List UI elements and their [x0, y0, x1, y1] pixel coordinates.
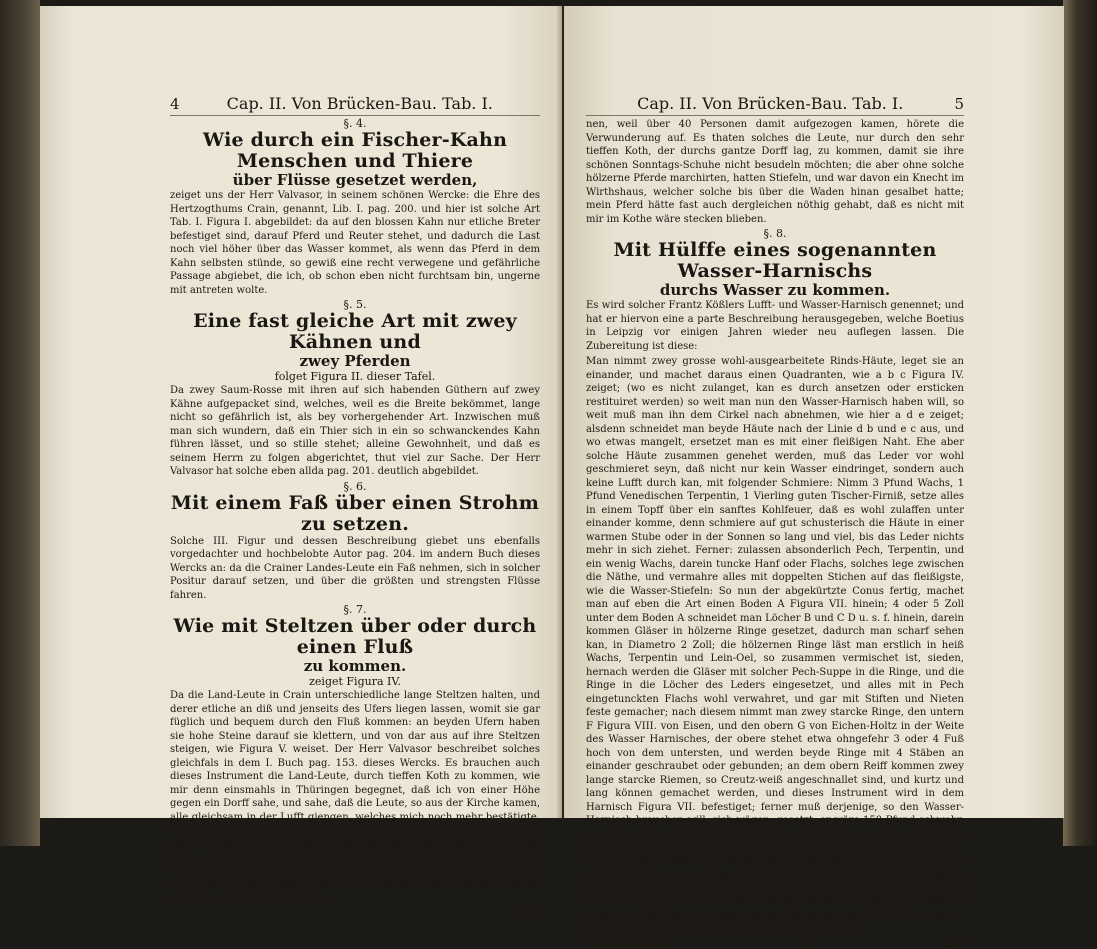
left-page-number: 4: [170, 95, 180, 113]
right-page-number: 5: [954, 95, 964, 113]
right-head-title: Cap. II. Von Brücken-Bau. Tab. I.: [637, 94, 904, 113]
section-title: Mit einem Faß über einen Strohm zu setzen.: [170, 491, 540, 535]
book-binding-right: [1063, 0, 1097, 846]
left-running-head: [170, 94, 540, 116]
left-catchword: son-: [519, 907, 540, 918]
section-title: Mit Hülffe eines sogenannten Wasser-Harnischs: [613, 239, 937, 282]
right-footer: [586, 938, 964, 949]
section-number: §. 8.: [763, 227, 787, 240]
section-number: §. 4.: [343, 117, 367, 130]
section-text: Es wird solcher Frantz Kößlers Lufft- und Wasser-Harnisch genennet; und hat er hiervon eine a parte Beschreibung herausgegeben, welche Boetius in Leipzig vor einigen Jahren wieder neu auflegen lassen. Die Zubereitung ist diese:: [586, 300, 964, 352]
section-text: Da zwey Saum-Rosse mit ihren auf sich habenden Güthern auf zwey Kähne aufgepacket sind, welches, weil es die Breite bekömmet, lange nicht so gefährlich ist, als bey vorhergehender Art. Inzwischen muß man sich wundern, daß ein Thier sich in ein so schwanckendes Kahn führen lässet, und so stille stehet; alleine Gewohnheit, und daß es seinem Herrn zu folgen abgerichtet, thut viel zur Sache. Der Herr Valvasor hat solche eben allda pag. 201. deutlich abgebildet.: [170, 385, 540, 477]
section-title-cont: zu kommen.: [303, 657, 407, 675]
right-running-head: [586, 94, 964, 116]
intro-text: nen, weil über 40 Personen damit aufgezogen kamen, hörete die Verwunderung auf. Es thaten solches die Leute, nur durch den sehr tieffen Koth, der durchs gantze Dorff lag, zu kommen, damit sie ihre schönen Sonntags-Schuhe nicht besudeln möchten; die aber ohne solche hölzerne Pferde marchirten, hatten Stiefeln, und war davon ein Knecht im Wirthshaus, welcher solche bis über die Waden hinan gesalbet hatte; mein Pferd hätte fast auch dergleichen nöthig gehabt, daß es nicht mit mir im Kothe wäre stecken blieben.: [586, 119, 964, 225]
signature-mark: B: [802, 937, 810, 949]
section-title: Wie mit Steltzen über oder durch einen Fluß: [173, 615, 537, 658]
left-footer: [170, 907, 540, 918]
section-number: §. 6.: [343, 479, 367, 493]
right-catchword: gen: [945, 937, 964, 949]
section-text: Man nimmt zwey grosse wohl-ausgearbeitete Rinds-Häute, leget sie an einander, und machet daraus einen Quadranten, wie a b c Figura IV. zeiget; (wo es nicht zulanget, kan es durch ansetzen oder ersticken restituiret werden) so weit man nun den Wasser-Harnisch haben will, so weit muß man ihn dem Cirkel nach abnehmen, wie hier a d e zeiget; alsdenn schneidet man beyde Häute nach der Linie d b und e c aus, und wo etwas mangelt, ersetzet man es mit einer fleißigen Naht. Ehe aber solche Häute zusammen genehet werden, muß das Leder vor wohl geschmieret seyn, daß nicht nur kein Wasser eindringet, sondern auch keine Lufft durch kan, mit folgender Schmiere: Nimm 3 Pfund Wachs, 1 Pfund Venedischen Terpentin, 1 Vierling guten Tischer-Firniß, setze alles in einem Topff über ein sanftes Kohlfeuer, daß es wohl zulaffen unter einander komme, denn schmiere auf gut schusterisch die Häute in einer warmen Stube oder in der Sonnen so lang und viel, bis das Leder nichts mehr in sich ziehet. Ferner: zulassen absonderlich Pech, Terpentin, und ein wenig Wachs, darein tuncke Hanf oder Flachs, solches lege zwischen die Näthe, und vermahre alles mit doppelten Stichen auf das fleißigste, wie die Wasser-Stiefeln: So nun der abgekürtzte Conus fertig, machet man auf eben die Art einen Boden A Figura VII. hinein; 4 oder 5 Zoll unter dem Boden A schneidet man Löcher B und C D u. s. f. hinein, darein kommen Gläser in hölzerne Ringe gesetzet, dadurch man scharf sehen kan, in Diametro 2 Zoll; die hölzernen Ringe läst man erstlich in heiß Wachs, Terpentin und Lein-Oel, so zusammen vermischet ist, sieden, hernach werden die Gläser mit solcher Pech-Suppe in die Ringe, und die Ringe in die Löcher des Leders eingesetzet, und alles mit in Pech eingetunckten Flachs wohl verwahret, und gar mit Stiften und Nieten feste gemacher; nach diesem nimmt man zwey starcke Ringe, den untern F Figura VIII. von Eisen, und den obern G von Eichen-Holtz in der Weite des Wasser Harnisches, der obere stehet etwa ohngefehr 3 oder 4 Fuß hoch von dem untersten, und werden beyde Ringe mit 4 Stäben an einander geschraubet oder gebunden; an dem obern Reiff kommen zwey lange starcke Riemen, so Creutz-weiß angeschnallet sind, und kurtz und lang können gemachet werden, und dieses Instrument wird in dem Harnisch Figura VII. befestiget; ferner muß derjenige, so den Wasser-Harnisch brauchen will, sich wägen, gesetzt: er wäre 150 Pfund schwehr, so muß er so viel Last an dem untersten Reiff von Bley oder Stein anhängen; wenn alsdenn der Harnisch auf das Wasser gesetzet würde, und etwa eine halbe Elle hinein gienge, wäre die Sache fast richtig, wo nicht, so muß man so lange ab- und zuthun, bis der Harnisch fast gantz ins Wasser sincket; solches übrige Gewicht wäget man besonders, und mercket es, als: es sey 40 Pfund, selbige 40 Pfund ordnet man, daß sie unten am Reiff herum hangen; so nun derjenige, der 150 Pfund wieget, den Harnisch brauchen will, muß er in selbigen krie-: [586, 356, 964, 934]
left-page: [40, 6, 562, 918]
section-number: §. 5.: [343, 298, 367, 311]
book-binding-left: [0, 0, 40, 846]
right-page: [564, 6, 1064, 949]
section-text: Solche III. Figur und dessen Beschreibung giebet uns ebenfalls vorgedachter und hochbelobte Autor pag. 204. im andern Buch dieses Wercks an: da die Crainer Landes-Leute ein Faß nehmen, sich in solcher Positur darauf setzen, und über die größten und strengsten Flüsse fahren.: [170, 535, 540, 601]
left-head-title: Cap. II. Von Brücken-Bau. Tab. I.: [226, 94, 493, 113]
section-title-cont: über Flüsse gesetzet werden,: [232, 171, 478, 189]
section-title-cont: durchs Wasser zu kommen.: [659, 281, 891, 299]
section-text: Da die Land-Leute in Crain unterschiedliche lange Steltzen halten, und derer etliche an diß und jenseits des Ufers liegen lassen, womit sie gar füglich und bequem durch den Fluß kommen: an beyden Ufern haben sie hohe Steine darauf sie klettern, und von dar aus auf ihre Steltzen steigen, wie Figura V. weiset. Der Herr Valvasor beschreibet solches gleichfals in dem I. Buch pag. 153. dieses Wercks. Es brauchen auch dieses Instrument die Land-Leute, durch tieffen Koth zu kommen, wie mir denn einsmahls in Thüringen begegnet, daß ich von einer Höhe gegen ein Dorff sahe, und sahe, daß die Leute, so aus der Kirche kamen, alle gleichsam in der Lufft giengen, welches mich noch mehr bestätigte, weil 2 biß 3 Personen neben herging en, die jenen kaum biß an die Knie langten; und weil ich wegen Entfernung und trüben Wetters zwar die Leute, aber nicht die Steltzen erkennen kunte, es mich in grosse Verwunderung setzte, dahero mein Pferd anspornete, dieses Wunder desto eher zu sehen: aber so bald ich etwas näher kam, und die Steltzen erblickte, darauf mich nicht be-: [170, 690, 540, 904]
section-text: zeiget uns der Herr Valvasor, in seinem schönen Wercke: die Ehre des Hertzogthums Crain, genannt, Lib. I. pag. 200. und hier ist solche Art Tab. I. Figura I. abgebildet: da auf den blossen Kahn nur etliche Breter befestiget sind, darauf Pferd und Reuter stehet, und dadurch die Last noch viel höher über das Wasser kommet, als wenn das Pferd in dem Kahn selbsten stünde, so gewiß eine recht verwegene und gefährliche Passage abgiebet, die ich, ob schon eben nicht furchtsam bin, ungerne mit antreten wolte.: [170, 190, 540, 296]
section-title: Wie durch ein Fischer-Kahn Menschen und Thiere: [202, 129, 508, 172]
footer-note: Theatr. Pontific.: [586, 937, 667, 949]
section-title: Eine fast gleiche Art mit zwey Kähnen und: [193, 310, 517, 353]
section-subtitle: folget Figura II. dieser Tafel.: [274, 370, 436, 383]
section-number: §. 7.: [343, 603, 367, 616]
section-title-cont: zwey Pferden: [299, 352, 411, 370]
section-subtitle: zeiget Figura IV.: [309, 675, 401, 688]
